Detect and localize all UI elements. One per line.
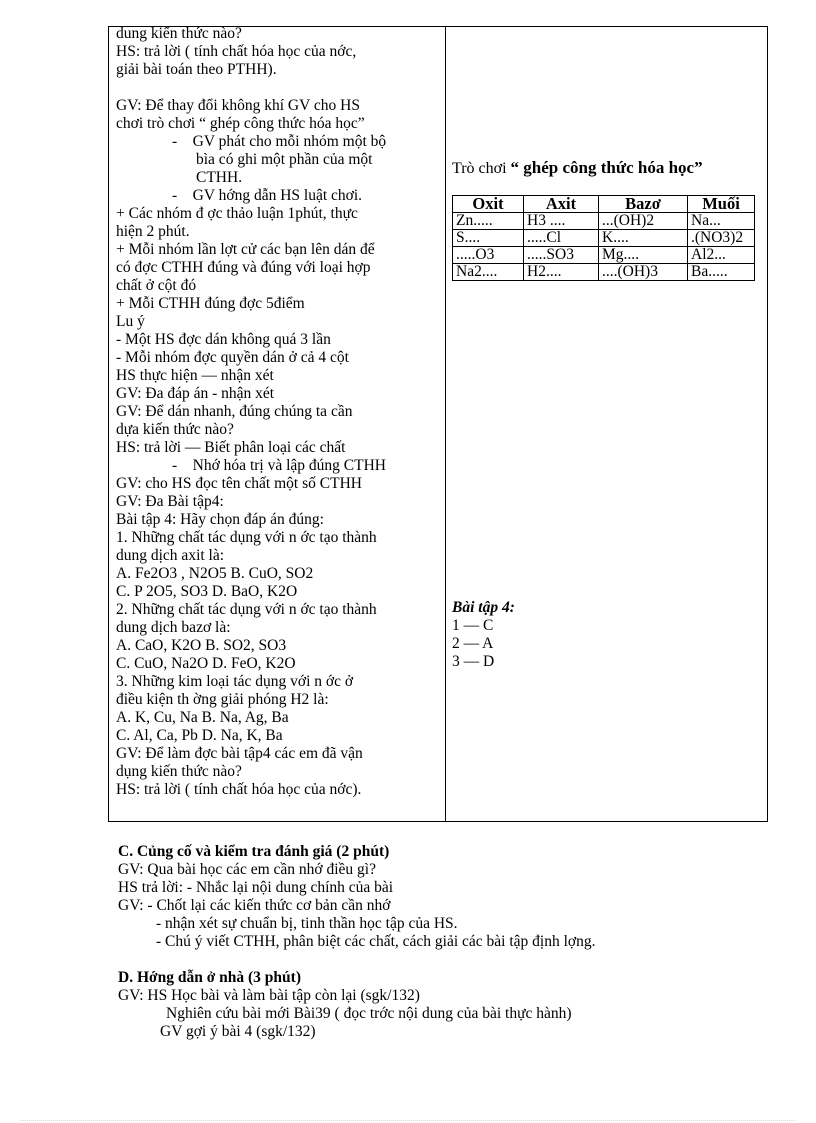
table-row [453,264,755,281]
text-line: GV: Để thay đổi không khí GV cho HS [116,97,360,114]
text-line: GV: Qua bài học các em cần nhớ điều gì? [118,861,376,878]
text-line: 1. Những chất tác dụng với n ớc tạo thành [116,529,377,546]
table-cell: H3 .... [524,213,599,230]
table-cell: .(NO3)2 [688,230,755,247]
text-line: dung kiến thức nào? [116,25,242,42]
answer-block [452,599,515,671]
text-line: - GV hớng dẫn HS luật chơi. [172,187,363,204]
text-line: Bài tập 4: Hãy chọn đáp án đúng: [116,511,324,528]
text-line: GV: Để dán nhanh, đúng chúng ta cần [116,403,353,420]
text-line: C. CuO, Na2O D. FeO, K2O [116,655,296,672]
column-divider [445,27,446,821]
text-line: HS: trả lời ( tính chất hóa học của nớc). [116,781,362,798]
answer-title: Bài tập 4: [452,599,515,616]
game-title: Trò chơi “ ghép công thức hóa học” [452,158,703,177]
answer-item: 1 — C [452,617,494,634]
text-line: - Một HS đợc dán không quá 3 lần [116,331,331,348]
table-cell: .....O3 [453,247,524,264]
text-line: dung dịch bazơ là: [116,619,231,636]
text-line: chất ở cột đó [116,277,197,294]
text-line: 3. Những kim loại tác dụng với n ớc ở [116,673,354,690]
text-line: HS trả lời: - Nhắc lại nội dung chính của bài [118,879,394,896]
page-footer-rule [20,1120,796,1121]
table-cell: Na2.... [453,264,524,281]
text-line: hiện 2 phút. [116,223,190,240]
text-line: GV: Đa đáp án - nhận xét [116,385,275,402]
text-line: - GV phát cho mỗi nhóm một bộ [172,133,387,150]
text-line: GV gợi ý bài 4 (sgk/132) [160,1023,316,1040]
text-line: GV: HS Học bài và làm bài tập còn lại (sgk/132) [118,987,420,1004]
text-line: dụng kiến thức nào? [116,763,242,780]
text-line: Lu ý [116,313,145,330]
table-cell: .....SO3 [524,247,599,264]
header-bazo: Bazơ [599,196,688,213]
table-cell: K.... [599,230,688,247]
text-line: - Chú ý viết CTHH, phân biệt các chất, cách giải các bài tập định lợng. [156,933,596,950]
activity-column [116,25,442,799]
table-header-row [453,196,755,213]
answer-item: 3 — D [452,653,495,670]
header-axit: Axit [524,196,599,213]
text-line: GV: - Chốt lại các kiến thức cơ bản cần nhớ [118,897,391,914]
text-line: - Nhớ hóa trị và lập đúng CTHH [172,457,386,474]
table-cell: ...(OH)2 [599,213,688,230]
text-line: - Mỗi nhóm đợc quyền dán ở cả 4 cột [116,349,349,366]
text-line: HS: trả lời — Biết phân loại các chất [116,439,346,456]
table-cell: Zn..... [453,213,524,230]
header-muoi: Muối [688,196,755,213]
text-line: Nghiên cứu bài mới Bài39 ( đọc trớc nội dung của bài thực hành) [166,1005,572,1022]
answer-item: 2 — A [452,635,494,652]
text-line: có đợc CTHH đúng và đúng với loại hợp [116,259,371,276]
text-line: điều kiện th ờng giải phóng H2 là: [116,691,329,708]
table-cell: Al2... [688,247,755,264]
text-line: A. CaO, K2O B. SO2, SO3 [116,637,287,654]
text-line: giải bài toán theo PTHH). [116,61,277,78]
text-line: dung dịch axit là: [116,547,225,564]
table-cell: .....Cl [524,230,599,247]
table-cell: Na... [688,213,755,230]
section-heading: C. Củng cố và kiểm tra đánh giá (2 phút) [118,843,390,860]
text-line: CTHH. [196,169,243,186]
table-row [453,247,755,264]
table-cell: S.... [453,230,524,247]
text-line: + Các nhóm đ ợc thảo luận 1phút, thực [116,205,358,222]
table-cell: Ba..... [688,264,755,281]
lesson-table [108,26,768,822]
lesson-summary [118,843,738,1041]
text-line: - nhận xét sự chuẩn bị, tinh thần học tập của HS. [156,915,458,932]
text-line: A. K, Cu, Na B. Na, Ag, Ba [116,709,289,726]
text-line: + Mỗi CTHH đúng đợc 5điểm [116,295,305,312]
header-oxit: Oxit [453,196,524,213]
text-line: dựa kiến thức nào? [116,421,234,438]
text-line: HS thực hiện — nhận xét [116,367,274,384]
text-line: chơi trò chơi “ ghép công thức hóa học” [116,115,365,132]
text-line: HS: trả lời ( tính chất hóa học của nớc, [116,43,357,60]
text-line: GV: Đa Bài tập4: [116,493,224,510]
formula-game-table [452,195,755,281]
table-row [453,230,755,247]
text-line: C. P 2O5, SO3 D. BaO, K2O [116,583,298,600]
table-cell: H2.... [524,264,599,281]
text-line: GV: cho HS đọc tên chất một số CTHH [116,475,362,492]
section-heading: D. Hớng dẫn ở nhà (3 phút) [118,969,301,986]
table-cell: Mg.... [599,247,688,264]
text-line: C. Al, Ca, Pb D. Na, K, Ba [116,727,283,744]
text-line: A. Fe2O3 , N2O5 B. CuO, SO2 [116,565,314,582]
text-line: GV: Để làm đợc bài tập4 các em đã vận [116,745,363,762]
text-line: 2. Những chất tác dụng với n ớc tạo thành [116,601,377,618]
text-line: bìa có ghi một phần của một [196,151,373,168]
table-row [453,213,755,230]
table-cell: ....(OH)3 [599,264,688,281]
text-line: + Mỗi nhóm lần lợt cử các bạn lên dán để [116,241,375,258]
